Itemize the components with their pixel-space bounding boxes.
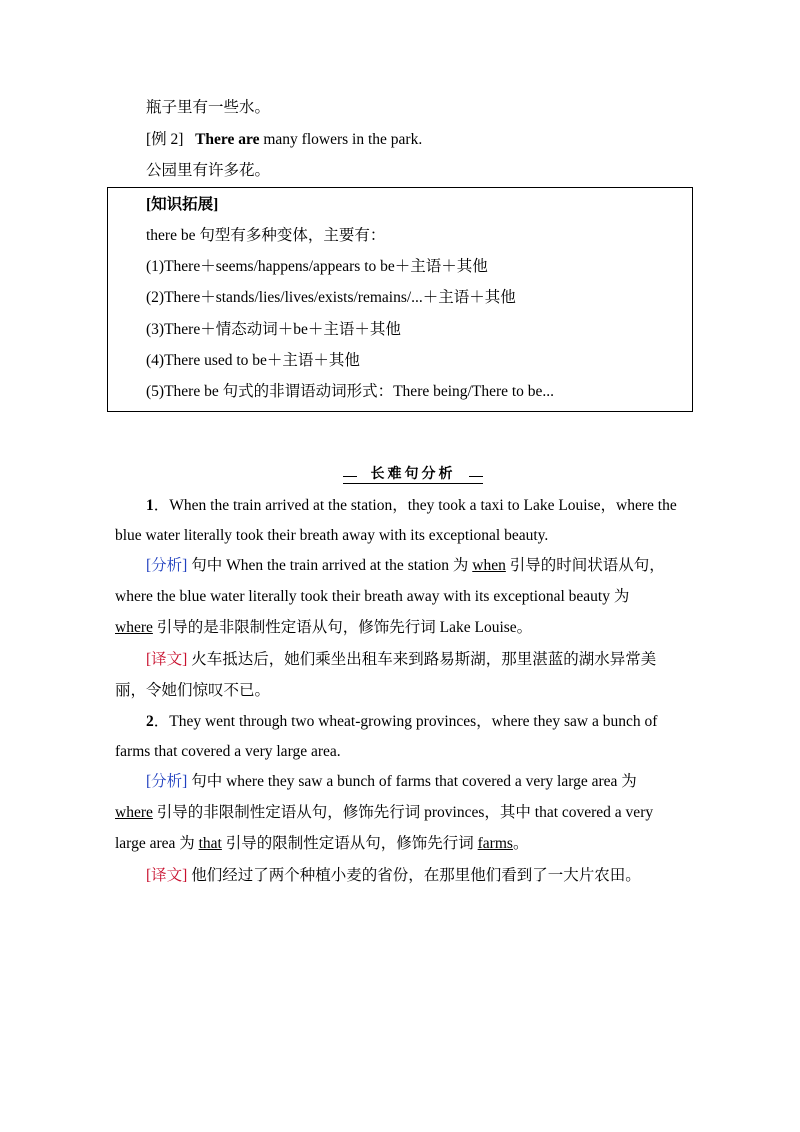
knowledge-box-intro: there be 句型有多种变体，主要有： <box>146 227 386 244</box>
analysis-underlined: that <box>198 835 222 852</box>
sentence-2-analysis-line-1 <box>146 772 637 792</box>
translation-text: 火车抵达后，她们乘坐出租车来到路易斯湖，那里湛蓝的湖水异常美 <box>187 651 657 668</box>
sentence-1-analysis-line-2: where the blue water literally took their breath away with its exceptional beauty 为 <box>115 588 630 605</box>
example-1-translation: 瓶子里有一些水。 <box>146 99 271 116</box>
knowledge-item-5: (5)There be 句式的非谓语动词形式：There being/There to be... <box>146 383 555 400</box>
translation-label: [译文] <box>146 651 188 668</box>
analysis-text: 引导的限制性定语从句，修饰先行词 <box>221 835 478 852</box>
sentence-1-analysis-line-1 <box>146 556 665 576</box>
knowledge-item-4: (4)There used to be＋主语＋其他 <box>146 352 360 369</box>
sentence-2-analysis-line-2 <box>115 803 653 823</box>
analysis-underlined: where <box>115 619 153 636</box>
example-2-label: [例 2] <box>146 131 184 148</box>
sentence-1-analysis-line-3 <box>115 618 532 638</box>
analysis-label: [分析] <box>146 557 188 574</box>
analysis-text: 引导的时间状语从句， <box>505 557 665 574</box>
analysis-text: 。 <box>512 835 529 852</box>
section-heading <box>343 464 483 486</box>
analysis-underlined: where <box>115 804 153 821</box>
sentence-2-line-b: farms that covered a very large area. <box>115 743 341 760</box>
analysis-text: 引导的非限制性定语从句，修饰先行词 provinces，其中 that covered a very <box>152 804 654 821</box>
knowledge-item-1: (1)There＋seems/happens/appears to be＋主语＋其他 <box>146 258 488 275</box>
sentence-2-translation-line-1 <box>146 866 641 886</box>
analysis-text: 句中 where they saw a bunch of farms that covered a very large area 为 <box>187 773 637 790</box>
analysis-label: [分析] <box>146 773 188 790</box>
analysis-text: 句中 When the train arrived at the station 为 <box>187 557 473 574</box>
sentence-2-line-a <box>146 712 657 732</box>
sentence-1-translation-line-2: 丽，令她们惊叹不已。 <box>115 682 271 699</box>
example-2 <box>146 130 422 150</box>
translation-label: [译文] <box>146 867 188 884</box>
example-2-bold: There are <box>195 131 260 148</box>
sentence-1-text-a: ．When the train arrived at the station，they took a taxi to Lake Louise，where the <box>153 497 677 514</box>
analysis-underlined: farms <box>477 835 513 852</box>
analysis-text: large area 为 <box>115 835 199 852</box>
sentence-2-text-a: ．They went through two wheat-growing provinces，where they saw a bunch of <box>153 713 658 730</box>
sentence-2-analysis-line-3 <box>115 834 528 854</box>
analysis-text: 引导的是非限制性定语从句，修饰先行词 Lake Louise。 <box>152 619 533 636</box>
sentence-1-line-b: blue water literally took their breath away with its exceptional beauty. <box>115 527 549 544</box>
example-2-translation: 公园里有许多花。 <box>146 162 271 179</box>
sentence-1-line-a <box>146 496 677 516</box>
knowledge-item-3: (3)There＋情态动词＋be＋主语＋其他 <box>146 321 401 338</box>
translation-text: 他们经过了两个种植小麦的省份，在那里他们看到了一大片农田。 <box>187 867 641 884</box>
knowledge-box-title: [知识拓展] <box>146 196 219 213</box>
sentence-1-number: 1 <box>146 497 154 514</box>
section-heading-text: 长难句分析 <box>370 466 456 482</box>
analysis-underlined: when <box>472 557 506 574</box>
sentence-1-translation-line-1 <box>146 650 656 670</box>
example-2-rest: many flowers in the park. <box>259 131 423 148</box>
knowledge-item-2: (2)There＋stands/lies/lives/exists/remains/...＋主语＋其他 <box>146 289 516 306</box>
sentence-2-number: 2 <box>146 713 154 730</box>
